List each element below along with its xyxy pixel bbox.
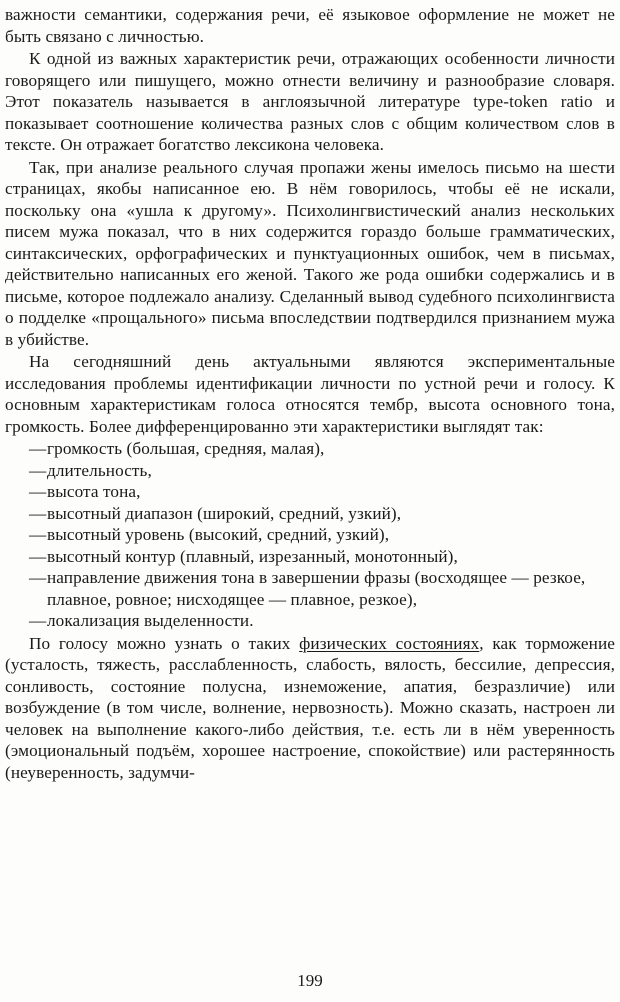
list-dash: — (29, 568, 47, 587)
paragraph-type-token-ratio: К одной из важных характеристик речи, отражающих особенности личности говорящего или пишущего, можно отнести величину и разнообразие словаря. Этот показатель называется в англоязычной литературе type-token ratio и показывает соотношение количества разных слов с общим количеством слов в тексте. Он отражает богатство лексикона человека. (5, 49, 615, 154)
list-item-text: высотный диапазон (широкий, средний, узкий), (47, 503, 402, 523)
list-item-text: длительность, (47, 460, 152, 480)
paragraph-physical-states (5, 633, 615, 784)
list-dash: — (29, 503, 47, 523)
paragraph-voice-characteristics: На сегодняшний день актуальными являются экспериментальные исследования проблемы идентификации личности по устной речи и голосу. К основным характеристикам голоса относятся тембр, высота основного тона, громкость. Более дифференцированно эти характеристики выглядят так: (5, 352, 615, 436)
list-item (5, 524, 615, 546)
page-number: 199 (297, 971, 323, 990)
list-item-text: громкость (большая, средняя, малая), (47, 439, 325, 458)
list-item (5, 546, 615, 568)
voice-characteristics-list (5, 438, 615, 632)
paragraph-text-end: , как торможение (усталость, тяжесть, расслабленность, слабость, вялость, бессилие, депрессия, сонливость, состояние полусна, изнеможение, апатия, безразличие) или возбуждение (в том числе, волнение, нервозность). Можно сказать, настроен ли человек на выполнение какого-либо действия, т.е. есть ли в нём уверенность (эмоциональный подъём, хорошее настроение, спокойствие) или растерянность (неуверенность, задумчи- (5, 633, 615, 782)
list-item-text: направление движения тона в завершении фразы (восходящее — резкое, плавное, ровное; нисходящее — плавное, резкое), (47, 568, 586, 609)
underlined-term: физических состояниях (299, 633, 480, 653)
list-item (5, 503, 615, 525)
paragraph-text-start: По голосу можно узнать о таких (29, 633, 300, 653)
list-item (5, 438, 615, 460)
list-item-text: высотный уровень (высокий, средний, узкий), (47, 525, 390, 544)
page-body (5, 4, 615, 784)
list-item-text: высота тона, (47, 482, 141, 501)
list-item (5, 460, 615, 482)
list-dash: — (29, 546, 47, 566)
paragraph-case-study: Так, при анализе реального случая пропажи жены имелось письмо на шести страницах, якобы написанное ею. В нём говорилось, чтобы её не искали, поскольку она «ушла к другому». Психолингвистический анализ нескольких писем мужа показал, что в них содержится гораздо больше грамматических, синтаксических, орфографических и пунктуационных ошибок, чем в письмах, действительно написанных его женой. Такого же рода ошибки содержались и в письме, которое подлежало анализу. Сделанный вывод судебного психолингвиста о подделке «прощального» письма впоследствии подтвердился признанием мужа в убийстве. (5, 157, 615, 349)
list-dash: — (29, 460, 47, 480)
list-item (5, 610, 615, 632)
list-dash: — (29, 482, 47, 501)
list-dash: — (29, 525, 47, 544)
list-dash: — (29, 611, 47, 630)
list-item-text: высотный контур (плавный, изрезанный, монотонный), (47, 546, 458, 566)
list-item (5, 567, 615, 610)
list-item (5, 481, 615, 503)
paragraph-continuation: важности семантики, содержания речи, её языковое оформление не может не быть связано с личностью. (5, 5, 615, 46)
list-dash: — (29, 439, 47, 458)
list-item-text: локализация выделенности. (47, 611, 254, 630)
